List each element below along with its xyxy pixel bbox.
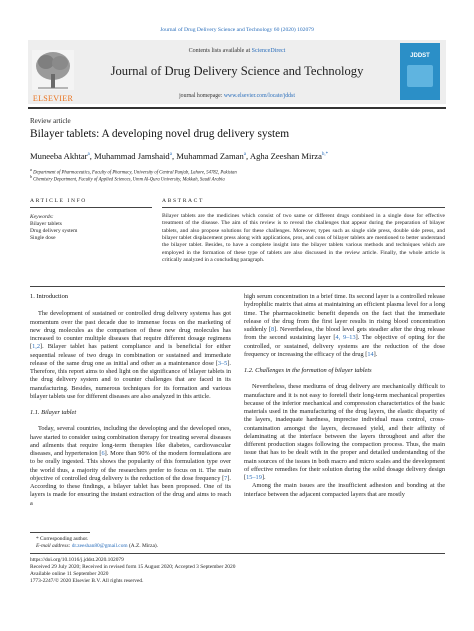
author[interactable]: Muneeba Akhtar$^a$, — [30, 151, 95, 161]
keyword: Bilayer tablets — [30, 221, 62, 227]
affiliation-a: $^a$ Department of Pharmaceutics, Faculty of Pharmacy, University of Central Punjab, Lahore, 54782, Pakistan — [30, 167, 237, 176]
contents-availability — [80, 48, 394, 54]
article-title: Bilayer tablets: A developing novel drug delivery system — [30, 128, 290, 140]
contents-prefix: Contents lists available at — [188, 48, 252, 54]
email-link[interactable]: dr.zeeshan80@gmail.com — [71, 543, 128, 549]
citation-link[interactable]: 15–19 — [246, 474, 262, 481]
homepage-prefix: journal homepage: — [179, 93, 224, 99]
keyword: Single dose — [30, 235, 56, 241]
journal-homepage — [80, 93, 394, 99]
continued-paragraph: high serum concentration in a brief time. Its second layer is a controlled release hydrophilic matrix that aims at maintaining an efficient plasma level for a long time. The pharmacokinetic benefit depends on the fact that the immediate release of the drug from the first layer results in rising blood concentration suddenly [8]. Nevertheless, the blood level gets steadier after the drug release from the second sustaining layer [4, 9–13]. The objective of opting for the controlled, or sustained, delivery systems are the reduction of the dose frequency or increasing the efficacy of the drug [14]. — [244, 293, 446, 358]
journal-cover-thumbnail — [400, 43, 440, 100]
abstract-rule — [162, 207, 445, 208]
received-dates: Received 29 July 2020; Received in revised form 15 August 2020; Accepted 3 September 2020 — [30, 564, 236, 570]
journal-title: Journal of Drug Delivery Science and Technology — [110, 64, 364, 78]
author[interactable]: Muhammad Jamshaid$^a$, — [94, 151, 177, 161]
left-column — [30, 293, 231, 508]
affiliation-b: $^b$ Chemistry Department, Faculty of Applied Sciences, Umm Al-Qura University, Makkah, Saudi Arabia — [30, 174, 225, 183]
abstract-heading: ABSTRACT — [162, 198, 205, 204]
keywords-label: Keywords: — [30, 214, 54, 220]
corresponding-author-note: * Corresponding author. — [36, 536, 89, 542]
citation-link[interactable]: 8 — [270, 326, 275, 333]
intro-paragraph: The development of sustained or controlled drug delivery systems has got momentum over the past decade due to immense focus on the marketing of new drug molecules as the comparison of these new drug molecules has increased to counter multiple diseases that require different dosage regimens [1,2]. Bilayer tablet has patient compliance and is beneficial for either sequential release of two drugs in combination or sustained and immediate release of the same drug one as initial and other as a maintenance dose [3–5]. Therefore, this report aims to shed light on the significance of bilayer tablets in the drug delivery system and to counter challenges that are faced in its manufacturing. Besides, numerous techniques for its formation and various bilayer tablets use for different diseases are also analyzed in this article. — [30, 310, 231, 400]
journal-citation-line[interactable]: Journal of Drug Delivery Science and Technology 60 (2020) 102079 — [160, 27, 314, 33]
citation-link[interactable]: 3–5 — [217, 359, 228, 367]
subsection-heading-challenges: 1.2. Challenges in the formation of bilayer tablets — [244, 367, 372, 374]
article-info-rule — [30, 207, 152, 208]
article-type: Review article — [30, 117, 71, 125]
publisher-name: ELSEVIER — [32, 94, 74, 103]
sciencedirect-link[interactable]: ScienceDirect — [251, 48, 286, 54]
citation-link[interactable]: 1,2 — [32, 343, 40, 351]
footnote-rule — [30, 532, 90, 533]
footer-rule — [30, 553, 445, 554]
cover-graphic — [407, 65, 433, 87]
cover-title: JDDST — [410, 53, 430, 59]
keyword: Drug delivery system — [30, 228, 78, 234]
subsection-heading-bilayer-tablet: 1.1. Bilayer tablet — [30, 409, 77, 416]
author[interactable]: Muhammad Zaman$^a$, — [176, 151, 250, 161]
author-list — [30, 151, 328, 161]
citation-link[interactable]: 4, 9–13 — [335, 334, 356, 342]
homepage-link[interactable]: www.elsevier.com/locate/jddst — [223, 93, 295, 99]
header-divider — [28, 107, 446, 109]
citation-link[interactable]: 6 — [101, 450, 105, 457]
copyright: 1773-2247/© 2020 Elsevier B.V. All rights reserved. — [30, 578, 144, 584]
right-column — [244, 293, 445, 499]
bilayer-paragraph: Today, several countries, including the developing and the developed ones, have started to consider using combination therapy for treating several diseases and ailments that require long-term therapies like diabetes, cardiovascular diseases, and hypertension [6]. More than 90% of the modern formulations are to be orally ingested. This shows the popularity of this formulation type over the world thus, a majority of the researchers prefer to focus on it. The main objective of controlled drug delivery is the reduction of the dose frequency [7]. According to these findings, a bilayer tablet has been proposed. One of its layers is made for ensuring the instant extraction of the drug and aims to reach a — [30, 425, 231, 507]
abstract-text: Bilayer tablets are the medicines which consist of two same or different drugs combined in a single dose for effective treatment of the disease. The aim of this review is to reveal the challenges that appear during the preparation of bilayer tablets, and also propose solutions for these challenges. Moreover, types such as single side press, double side press, and bilayer tablet displacement press along with applications, pros, and cons of bilayer tablets are mentioned to better understand the bilayer tablet. Besides, to have a complete insight into the bilayer tablets various methods and techniques which are employed in the formation of these type of tablets are also discussed in the review article. Finally, the whole article is critically analyzed in a concluding paragraph. — [162, 213, 445, 264]
article-info-heading: ARTICLE INFO — [30, 198, 87, 204]
abstract-bottom-rule — [30, 286, 445, 287]
author[interactable]: Agha Zeeshan Mirza$^{b,*}$ — [249, 151, 329, 161]
adhesion-paragraph: Among the main issues are the insufficient adhesion and bonding at the interface between the adjacent compacted layers that are mostly — [244, 482, 445, 498]
doi-link[interactable]: https://doi.org/10.1016/j.jddst.2020.102079 — [30, 557, 124, 563]
email-line: E-mail address: dr.zeeshan80@gmail.com (A.Z. Mirza). — [36, 543, 158, 549]
available-online: Available online 11 September 2020 — [30, 571, 109, 577]
section-heading-introduction: 1. Introduction — [30, 293, 68, 300]
challenges-paragraph: Nevertheless, these mediums of drug delivery are mechanically difficult to manufacture and it is not easy to foretell their long-term mechanical properties because of the inferior mechanical and compression characteristics of the basic materials used in the manufacturing of the drug layers, the elastic disparity of the layers, inadequate hardness, imprecise individual mass control, cross-contamination amongst the layers, decreased yield, and their affinity of delaminating at the interface between the layers throughout and after the different production stages following the compaction process. Thus, the main issue that has to be dealt with in the proper and detailed understanding of the main sources of the issues in both macro and micro scales and the development of effective remedies for their solution during the solid dosage delivery design [15–19]. — [244, 383, 445, 481]
citation-link[interactable]: 7 — [224, 474, 228, 482]
citation-link[interactable]: 14 — [367, 350, 374, 358]
